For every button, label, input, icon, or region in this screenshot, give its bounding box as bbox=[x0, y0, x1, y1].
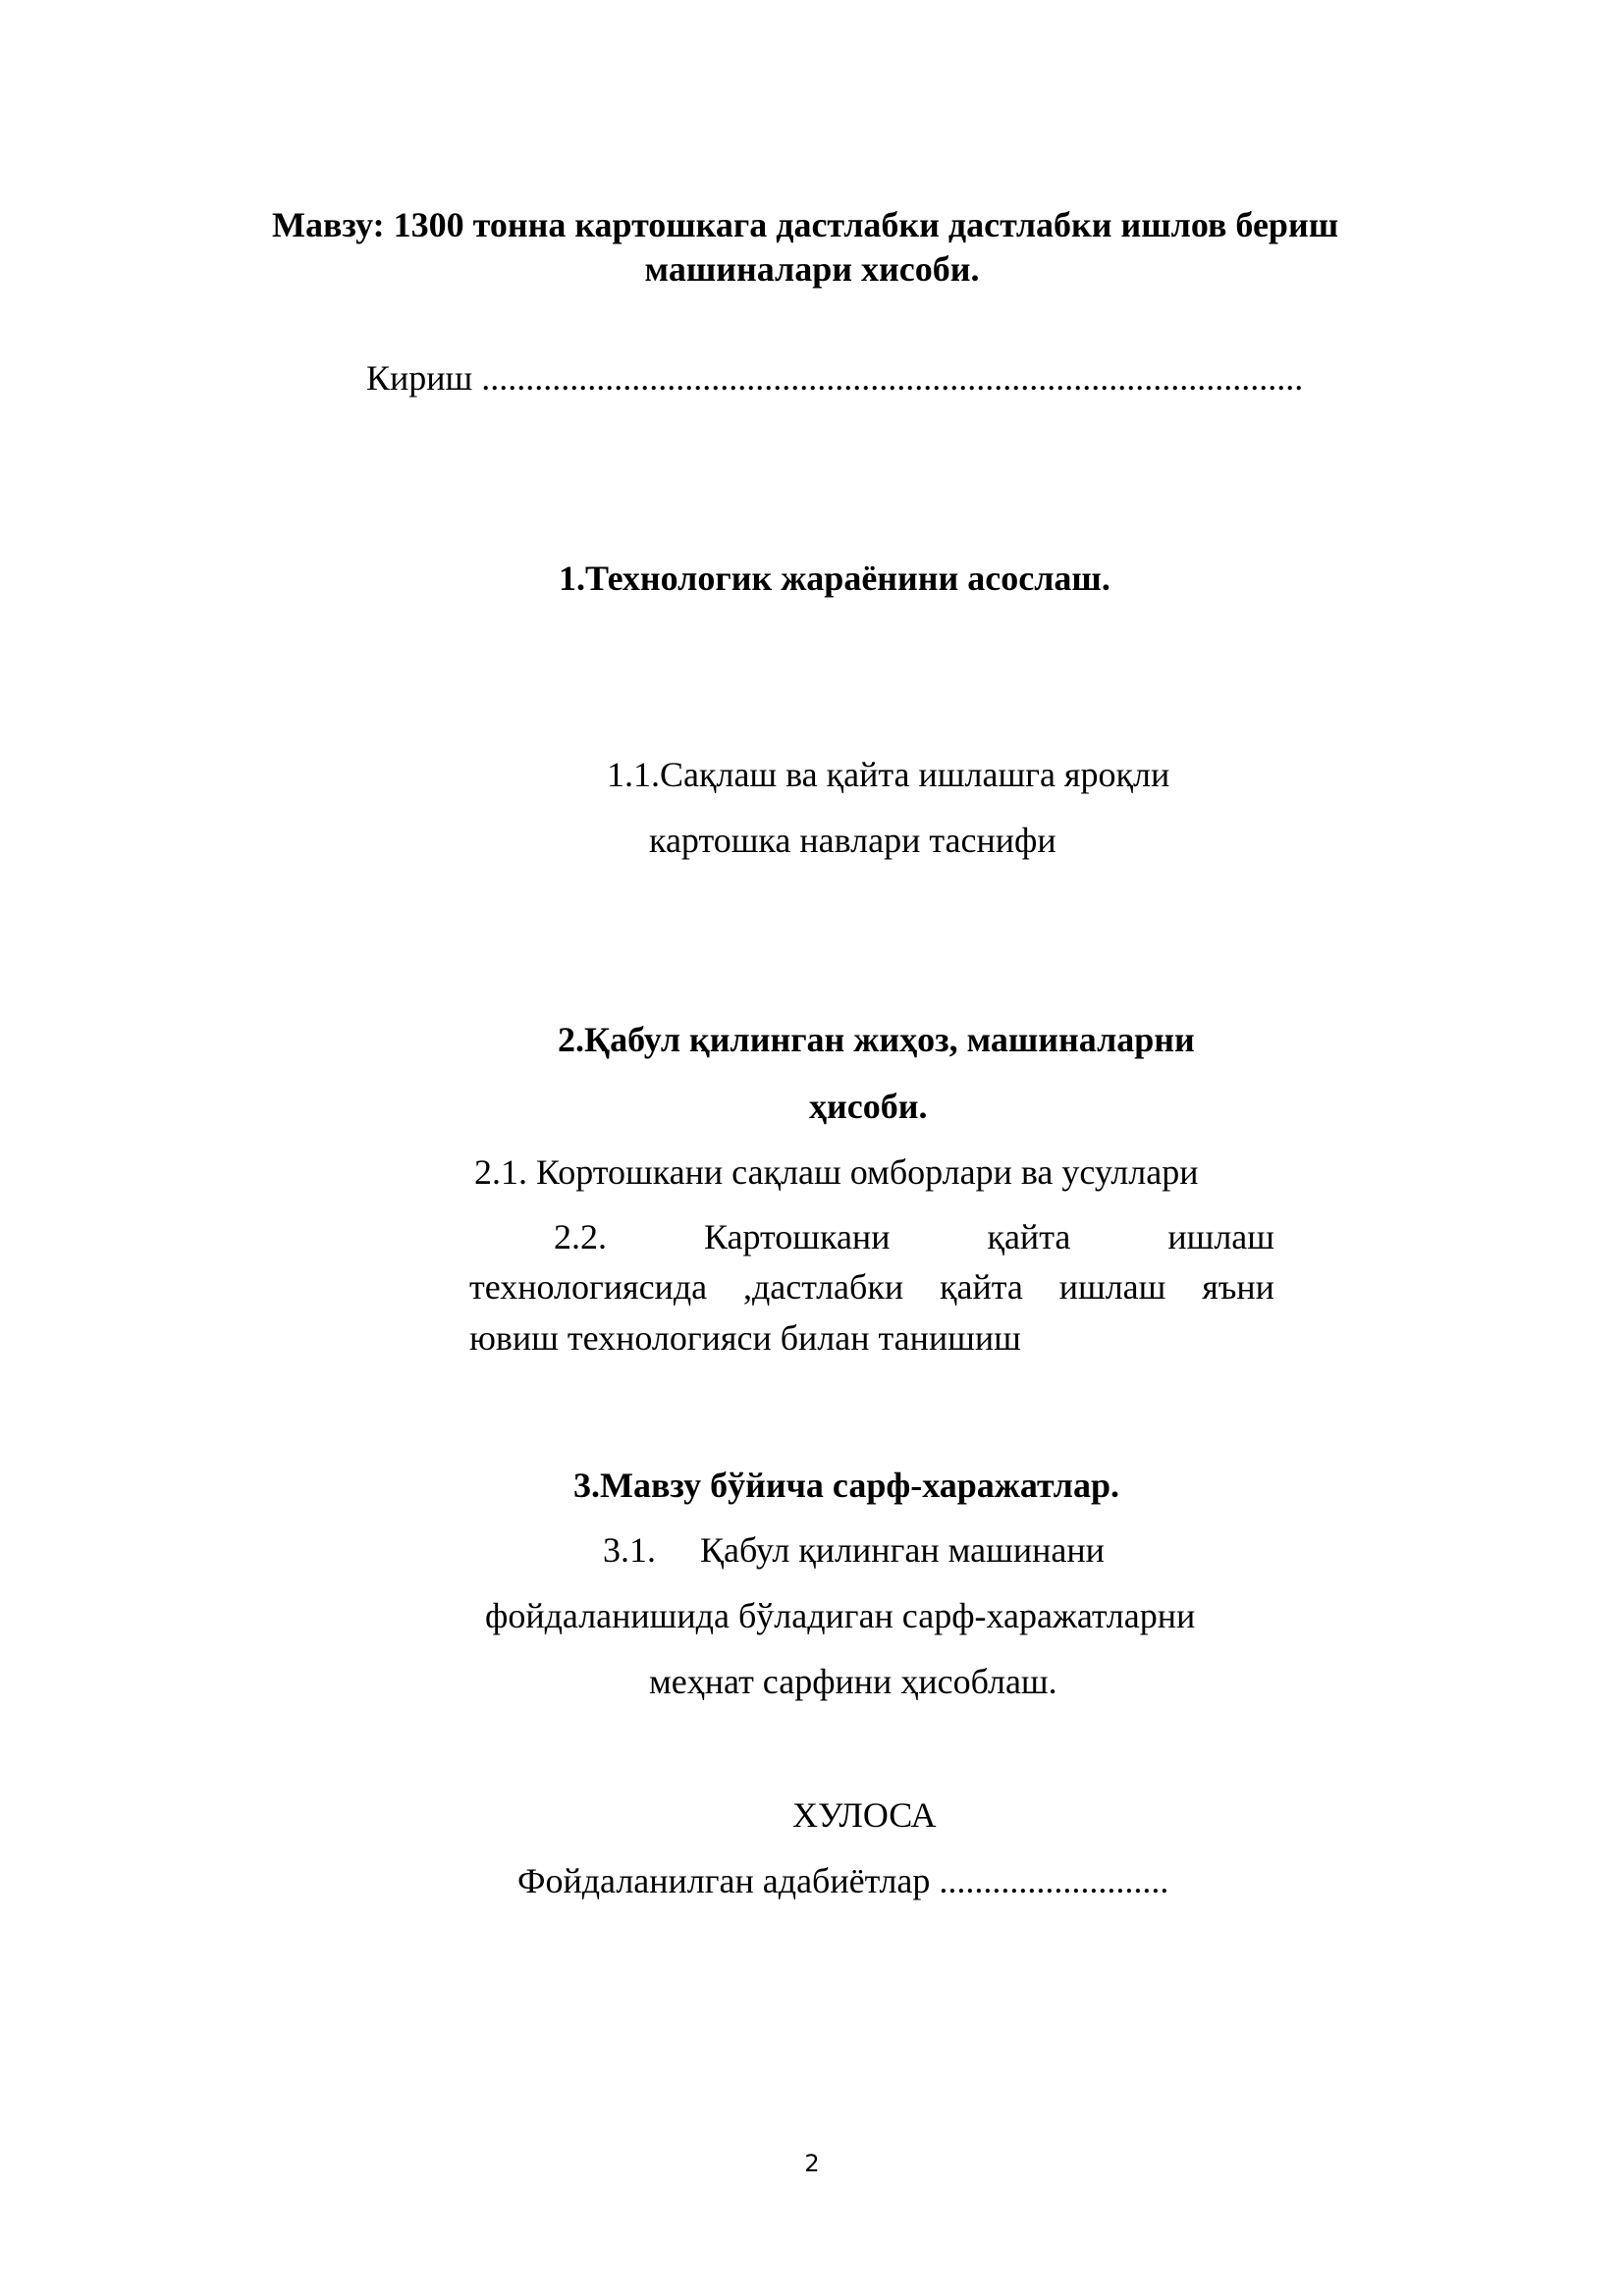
section-3-1-line-1: 3.1. Қабул қилинган машинани bbox=[603, 1530, 1105, 1570]
section-2-2-word: ,дастлабки bbox=[742, 1267, 904, 1307]
title-line-2: машиналари хисоби. bbox=[644, 249, 980, 289]
section-2-heading-line-1: 2.Қабул қилинган жиҳоз, машиналарни bbox=[558, 1020, 1195, 1059]
section-2-2-word: яъни bbox=[1202, 1267, 1274, 1307]
section-2-2-line-1 bbox=[554, 1215, 1274, 1258]
section-2-2-word: Картошкани bbox=[703, 1217, 891, 1256]
section-2-2-word: технологиясида bbox=[469, 1267, 708, 1307]
section-2-2-word: ишлаш bbox=[1058, 1267, 1166, 1307]
section-2-2-word: 2.2. bbox=[554, 1217, 607, 1256]
section-3-1-line-3: меҳнат сарфини ҳисоблаш. bbox=[649, 1662, 1057, 1701]
section-1-heading: 1.Технологик жараёнини асослаш. bbox=[559, 559, 1110, 598]
title-line-1: Мавзу: 1300 тонна картошкага дастлабки дастлабки ишлов бериш bbox=[272, 205, 1339, 244]
references-entry: Фойдаланилган адабиётлар .......................... bbox=[517, 1861, 1169, 1900]
section-2-2-word: ишлаш bbox=[1167, 1217, 1274, 1256]
section-2-2-word: қайта bbox=[987, 1217, 1071, 1256]
section-2-heading-line-2: ҳисоби. bbox=[809, 1087, 928, 1126]
page-number: 2 bbox=[804, 2150, 820, 2177]
section-2-2-line-2 bbox=[469, 1265, 1274, 1308]
conclusion-heading: ХУЛОСА bbox=[792, 1795, 937, 1835]
section-1-1-line-2: картошка навлари таснифи bbox=[649, 821, 1056, 860]
section-1-1-line-1: 1.1.Сақлаш ва қайта ишлашга яроқли bbox=[607, 755, 1170, 794]
section-2-2-word: қайта bbox=[939, 1267, 1023, 1307]
intro-entry: Кириш ............................................................................................. bbox=[366, 358, 1304, 398]
section-2-1: 2.1. Кортошкани сақлаш омборлари ва усуллари bbox=[474, 1152, 1199, 1192]
section-3-1-line-2: фойдаланишида бўладиган сарф-харажатларни bbox=[485, 1596, 1196, 1635]
section-3-heading: 3.Мавзу бўйича сарф-харажатлар. bbox=[573, 1466, 1119, 1505]
section-2-2-line-3: ювиш технологияси билан танишиш bbox=[469, 1318, 1021, 1358]
